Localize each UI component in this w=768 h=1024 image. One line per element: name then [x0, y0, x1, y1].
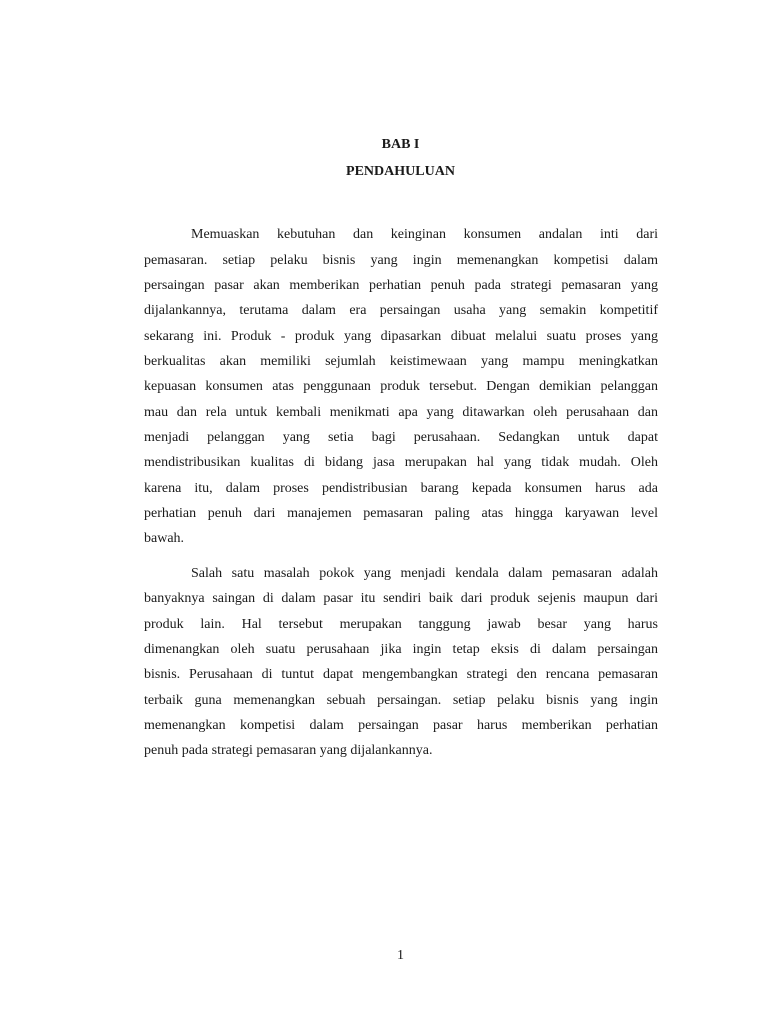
paragraph-1-line: mendistribusikan kualitas di bidang jasa merupakan hal yang tidak mudah. Oleh [144, 455, 658, 470]
paragraph-1-line: pemasaran. setiap pelaku bisnis yang ingin memenangkan kompetisi dalam [144, 253, 658, 268]
paragraph-1-line: dijalankannya, terutama dalam era persaingan usaha yang semakin kompetitif [144, 303, 658, 318]
page-number: 1 [397, 948, 404, 963]
paragraph-1-line: persaingan pasar akan memberikan perhatian penuh pada strategi pemasaran yang [144, 278, 658, 293]
paragraph-1-line: perhatian penuh dari manajemen pemasaran paling atas hingga karyawan level [144, 506, 658, 521]
paragraph-1-line: berkualitas akan memiliki sejumlah keistimewaan yang mampu meningkatkan [144, 354, 658, 369]
paragraph-2-line: penuh pada strategi pemasaran yang dijalankannya. [144, 743, 433, 758]
paragraph-2-line: terbaik guna memenangkan sebuah persaingan. setiap pelaku bisnis yang ingin [144, 693, 658, 708]
paragraph-1-line: mau dan rela untuk kembali menikmati apa yang ditawarkan oleh perusahaan dan [144, 405, 658, 420]
paragraph-2-line: banyaknya saingan di dalam pasar itu sendiri baik dari produk sejenis maupun dari [144, 591, 658, 606]
paragraph-1-line: sekarang ini. Produk - produk yang dipasarkan dibuat melalui suatu proses yang [144, 329, 658, 344]
paragraph-2-line: produk lain. Hal tersebut merupakan tanggung jawab besar yang harus [144, 617, 658, 632]
chapter-title: PENDAHULUAN [346, 164, 455, 179]
paragraph-1-line: kepuasan konsumen atas penggunaan produk tersebut. Dengan demikian pelanggan [144, 379, 658, 394]
paragraph-2-line: memenangkan kompetisi dalam persaingan pasar harus memberikan perhatian [144, 718, 658, 733]
paragraph-2-line: dimenangkan oleh suatu perusahaan jika ingin tetap eksis di dalam persaingan [144, 642, 658, 657]
paragraph-1-line: karena itu, dalam proses pendistribusian barang kepada konsumen harus ada [144, 481, 658, 496]
paragraph-1-line: Memuaskan kebutuhan dan keinginan konsumen andalan inti dari [191, 227, 658, 242]
paragraph-2-line: Salah satu masalah pokok yang menjadi kendala dalam pemasaran adalah [191, 566, 658, 581]
paragraph-1-line: bawah. [144, 531, 185, 546]
paragraph-1-line: menjadi pelanggan yang setia bagi perusahaan. Sedangkan untuk dapat [144, 430, 658, 445]
paragraph-2-line: bisnis. Perusahaan di tuntut dapat mengembangkan strategi den rencana pemasaran [144, 667, 658, 682]
chapter-label: BAB I [381, 137, 420, 152]
